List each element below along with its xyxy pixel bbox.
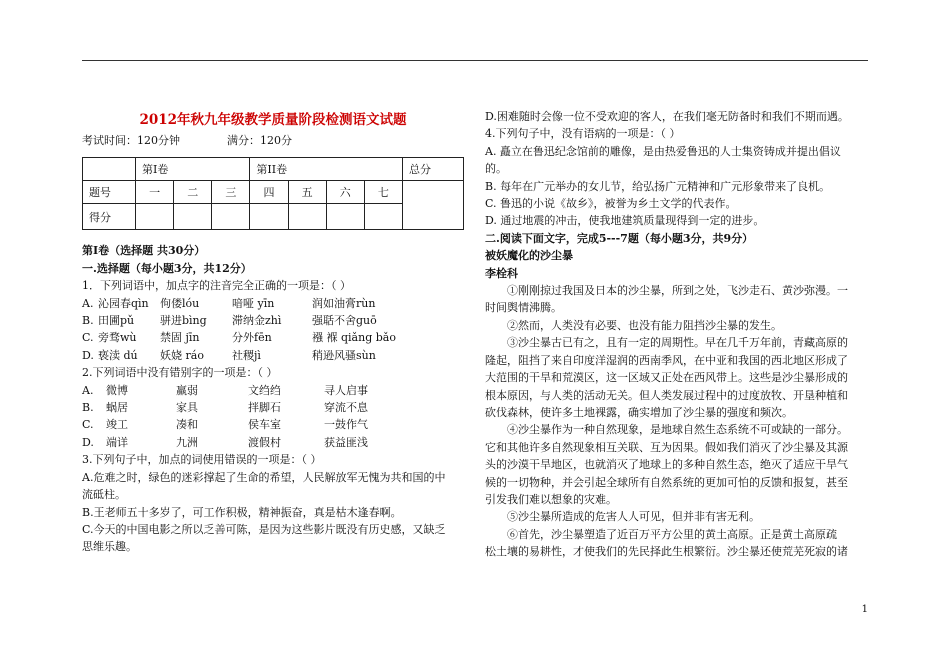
article-title: 被妖魔化的沙尘暴: [485, 249, 573, 263]
article-author: 李栓科: [485, 266, 518, 280]
q3-stem: 3.下列句子中，加点的词使用错误的一项是：（ ）: [82, 453, 322, 467]
score-table-num: 四: [250, 181, 288, 204]
score-table-q-label: 题号: [83, 181, 136, 204]
page-number: 1: [861, 604, 868, 615]
q3-option-c-line2: 思维乐趣。: [82, 540, 137, 554]
article-paragraph-2: ②然而，人类没有必要、也没有能力阻挡沙尘暴的发生。: [507, 318, 782, 332]
q4-stem: 4.下列句子中，没有语病的一项是：（ ）: [485, 127, 681, 141]
score-table: [82, 157, 464, 230]
score-cell[interactable]: [288, 204, 326, 230]
section1-header: 一.选择题（每小题3分，共12分）: [82, 261, 252, 275]
score-cell[interactable]: [174, 204, 212, 230]
q3-option-d: D.困难随时会像一位不受欢迎的客人，在我们毫无防备时和我们不期而遇。: [485, 110, 849, 123]
score-cell[interactable]: [212, 204, 250, 230]
q3-option-a-line2: 流砥柱。: [82, 488, 126, 502]
score-table-num: 五: [288, 181, 326, 204]
article-paragraph-3: ③沙尘暴古已有之，且有一定的周期性。早在几千万年前，青藏高原的 隆起，阻挡了来自印度洋湿润的西南季风，在中亚和我国的西北地区形成了 大范围的干旱和荒漠区，这一区域又正处在西风带上。这些是沙尘暴形成的 根本原因，与人类的活动无关。但人类发展过程中的过度放牧、开垦种植和 砍伐森林，使许多土地裸露，确实增加了沙尘暴的强度和频次。: [485, 336, 848, 419]
score-cell[interactable]: [326, 204, 364, 230]
score-table-total: 总分: [403, 158, 464, 181]
score-table-num: 七: [364, 181, 402, 204]
score-cell[interactable]: [136, 204, 174, 230]
q1-option-c: C. 旁骛wù 禁固 jīn 分外fēn 襁 褓 qiǎng bǎo: [82, 331, 396, 345]
score-table-vol2: 第II卷: [250, 158, 403, 181]
exam-time: 考试时间：120分钟: [82, 134, 180, 147]
article-paragraph-1: ①刚刚掠过我国及日本的沙尘暴，所到之处，飞沙走石、黄沙弥漫。一 时间舆情沸腾。: [485, 284, 848, 315]
score-table-s-label: 得分: [83, 204, 136, 230]
q3-option-a-line1: A.危难之时，绿色的迷彩撑起了生命的希望，人民解放军无愧为共和国的中: [82, 470, 446, 484]
q2-option-b: B. 蜗居 家具 拌脚石 穿流不息: [82, 401, 368, 415]
score-table-num: 三: [212, 181, 250, 204]
article-paragraph-5: ⑤沙尘暴所造成的危害人人可见，但并非有害无利。: [507, 510, 760, 524]
q2-option-c: C. 竣工 凑和 侯车室 一鼓作气: [82, 418, 368, 432]
q2-stem: 2.下列词语中没有错别字的一项是：（ ）: [82, 366, 278, 380]
part1-header: 第Ⅰ卷（选择题 共30分）: [82, 244, 206, 258]
q3-option-b: B.王老师五十多岁了，可工作积极，精神振奋，真是枯木逢春啊。: [82, 505, 402, 519]
page-title: 2012年秋九年级教学质量阶段检测语文试题: [139, 112, 407, 128]
q1-option-d: D. 亵渎 dú 妖娆 ráo 社稷jì 稍逊风骚sùn: [82, 348, 376, 362]
score-table-num: 六: [326, 181, 364, 204]
q4-option-a-line1: A. 矗立在鲁迅纪念馆前的雕像，是由热爱鲁迅的人士集资铸成并提出倡议: [485, 144, 841, 158]
section2-header: 二.阅读下面文字，完成5---7题（每小题3分，共9分）: [485, 231, 754, 245]
score-cell[interactable]: [364, 204, 402, 230]
q3-option-c-line1: C.今天的中国电影之所以乏善可陈，是因为这些影片既没有历史感，又缺乏: [82, 522, 446, 536]
q4-option-b: B. 每年在广元举办的女儿节，给弘扬广元精神和广元形象带来了良机。: [485, 179, 831, 193]
q2-option-a: A. 微博 羸弱 文绉绉 寻人启事: [82, 383, 368, 397]
q2-option-d: D. 端详 九洲 渡假村 获益匪浅: [82, 435, 368, 449]
score-cell[interactable]: [250, 204, 288, 230]
score-table-num: 一: [136, 181, 174, 204]
score-table-corner: [83, 158, 136, 181]
article-paragraph-4: ④沙尘暴作为一种自然现象，是地球自然生态系统不可或缺的一部分。 它和其他许多自然现象相互关联、互为因果。假如我们消灭了沙尘暴及其源 头的沙漠干旱地区，也就消灭了地球上的多种自然生态，绝灭了适应干旱气 候的一切物种，并会引起全球所有自然系统的更加可怕的反馈和报复，甚至 引发我们难以想象的灾难。: [485, 423, 848, 506]
q1-option-a: A. 沁园春qìn 佝偻lóu 喑哑 yīn 润如油膏rùn: [82, 296, 376, 310]
exam-info: [82, 132, 464, 149]
q1-option-b: B. 田圃pǔ 骈进bìng 滞纳金zhì 强聒不舍guō: [82, 314, 377, 328]
right-column: [485, 108, 867, 561]
full-score: 满分：120分: [227, 134, 292, 147]
q4-option-c: C. 鲁迅的小说《故乡》，被誉为乡土文学的代表作。: [485, 197, 737, 211]
score-table-total-cell[interactable]: [403, 181, 464, 230]
left-column: [82, 106, 464, 556]
q1-stem: 1．下列词语中，加点字的注音完全正确的一项是：（ ）: [82, 279, 351, 293]
header-rule: [82, 60, 868, 61]
score-table-num: 二: [174, 181, 212, 204]
score-table-vol1: 第Ⅰ卷: [136, 158, 250, 181]
article-paragraph-6: ⑥首先，沙尘暴塑造了近百万平方公里的黄土高原。正是黄土高原疏 松土壤的易耕性，才使我们的先民择此生根繁衍。沙尘暴还使荒芜死寂的诸: [485, 527, 848, 559]
q4-option-d: D. 通过地震的冲击，使我地建筑质量现得到一定的进步。: [485, 214, 765, 228]
q4-option-a-line2: 的。: [485, 162, 507, 176]
